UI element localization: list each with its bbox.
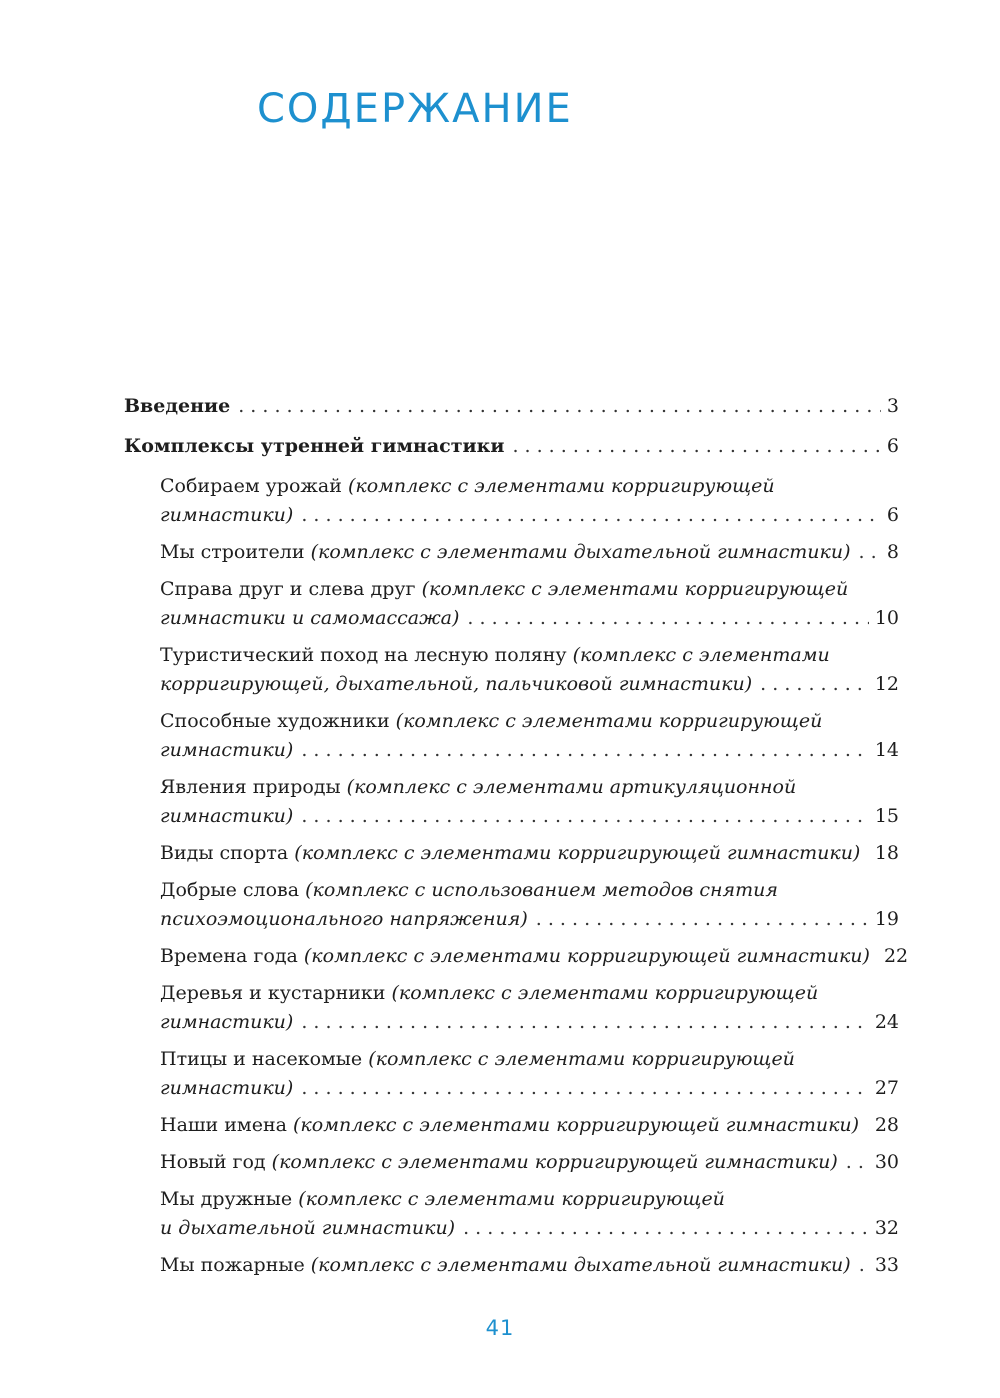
- toc-subentry[interactable]: [124, 876, 899, 934]
- toc-entry-note: (комплекс с элементами корригирующей гимнастики): [294, 842, 861, 864]
- toc-entry-title: Мы пожарные: [160, 1254, 305, 1276]
- toc-entry-note-continued: корригирующей, дыхательной, пальчиковой гимнастики): [160, 673, 753, 695]
- table-of-contents: [124, 392, 909, 1288]
- toc-entry-note-continued: гимнастики): [160, 504, 294, 526]
- toc-page-number: 32: [874, 1217, 899, 1239]
- toc-page-number: 8: [886, 541, 899, 563]
- toc-page-number: 10: [874, 607, 899, 629]
- toc-subentry[interactable]: [124, 641, 899, 699]
- toc-page-number: 6: [886, 504, 899, 526]
- toc-entry-note: (комплекс с элементами корригирующей гимнастики): [303, 945, 870, 967]
- toc-page-number: 14: [874, 739, 899, 761]
- toc-entry-title: Времена года: [160, 945, 298, 967]
- toc-entry-title: Туристический поход на лесную поляну: [160, 644, 567, 666]
- toc-entry-title: Способные художники: [160, 710, 390, 732]
- toc-entry-note: (комплекс с элементами артикуляционной: [346, 776, 797, 798]
- toc-entry-note-continued: гимнастики и самомассажа): [160, 607, 460, 629]
- toc-entry-note: (комплекс с элементами: [572, 644, 830, 666]
- toc-entry-note-continued: психоэмоционального напряжения): [160, 908, 528, 930]
- toc-subentry[interactable]: [124, 538, 899, 567]
- toc-entry-title: Деревья и кустарники: [160, 982, 386, 1004]
- dot-leader: [536, 905, 869, 934]
- toc-subentry[interactable]: [124, 575, 899, 633]
- toc-entry-title: Новый год: [160, 1151, 266, 1173]
- toc-entry-title: Птицы и насекомые: [160, 1048, 363, 1070]
- toc-entry-note-continued: гимнастики): [160, 1011, 294, 1033]
- toc-subentry[interactable]: [124, 1111, 899, 1140]
- toc-entry-title: Наши имена: [160, 1114, 287, 1136]
- toc-entry-note-continued: гимнастики): [160, 1077, 294, 1099]
- dot-leader: [760, 670, 869, 699]
- toc-entry-note: (комплекс с элементами корригирующей: [391, 982, 819, 1004]
- toc-entry-introduction[interactable]: [124, 392, 899, 421]
- toc-subentry[interactable]: [124, 979, 899, 1037]
- dot-leader: [301, 1008, 868, 1037]
- toc-page-number: 15: [874, 805, 899, 827]
- dot-leader: [867, 1111, 869, 1140]
- dot-leader: [301, 802, 868, 831]
- toc-page-number: 33: [874, 1254, 899, 1276]
- toc-entry-note: (комплекс с элементами корригирующей гимнастики): [271, 1151, 838, 1173]
- toc-entry-title: Виды спорта: [160, 842, 289, 864]
- dot-leader: [846, 1148, 869, 1177]
- toc-entry-morning-gymnastics[interactable]: [124, 432, 899, 461]
- toc-entry-title: Введение: [124, 395, 231, 417]
- toc-page-number: 30: [874, 1151, 899, 1173]
- toc-entry-note: (комплекс с элементами корригирующей: [395, 710, 823, 732]
- toc-entry-note-continued: гимнастики): [160, 805, 294, 827]
- toc-entry-title: Собираем урожай: [160, 475, 342, 497]
- toc-subentry[interactable]: [124, 1185, 899, 1243]
- toc-entry-note-continued: гимнастики): [160, 739, 294, 761]
- toc-entry-note: (комплекс с элементами корригирующей: [298, 1188, 725, 1210]
- dot-leader: [859, 1251, 869, 1280]
- toc-entry-title: Справа друг и слева друг: [160, 578, 416, 600]
- toc-page-number: 24: [874, 1011, 899, 1033]
- toc-subentry[interactable]: [124, 1251, 899, 1280]
- dot-leader: [512, 432, 880, 461]
- dot-leader: [238, 392, 881, 421]
- toc-subentry[interactable]: [124, 839, 899, 868]
- toc-entry-note: (комплекс с элементами дыхательной гимнастики): [310, 1254, 851, 1276]
- toc-page-number: 18: [874, 842, 899, 864]
- toc-subentry[interactable]: [124, 773, 899, 831]
- toc-page-number: 3: [886, 395, 899, 417]
- toc-page-number: 27: [874, 1077, 899, 1099]
- toc-entry-title: Добрые слова: [160, 879, 300, 901]
- dot-leader: [859, 538, 881, 567]
- toc-subentry[interactable]: [124, 1148, 899, 1177]
- toc-entry-title: Явления природы: [160, 776, 341, 798]
- toc-page-number: 6: [886, 435, 899, 457]
- dot-leader: [301, 501, 881, 530]
- page-number: 41: [485, 1316, 515, 1340]
- page-title: СОДЕРЖАНИЕ: [257, 86, 573, 132]
- dot-leader: [467, 604, 868, 633]
- dot-leader: [463, 1214, 869, 1243]
- toc-entry-note: (комплекс с элементами дыхательной гимнастики): [310, 541, 851, 563]
- toc-page-number: 22: [883, 945, 909, 967]
- dot-leader: [301, 1074, 868, 1103]
- toc-entry-note: (комплекс с использованием методов снятия: [305, 879, 778, 901]
- toc-entry-title: Мы дружные: [160, 1188, 293, 1210]
- toc-subentry[interactable]: [124, 472, 899, 530]
- toc-page-number: 12: [874, 673, 899, 695]
- toc-page-number: 19: [874, 908, 899, 930]
- dot-leader: [301, 736, 868, 765]
- toc-entry-note: (комплекс с элементами корригирующей: [421, 578, 849, 600]
- toc-entry-note: (комплекс с элементами корригирующей: [368, 1048, 795, 1070]
- toc-entry-title: Мы строители: [160, 541, 305, 563]
- toc-page-number: 28: [874, 1114, 899, 1136]
- toc-entry-title: Комплексы утренней гимнастики: [124, 435, 505, 457]
- toc-entry-note: (комплекс с элементами корригирующей: [347, 475, 775, 497]
- toc-subentry[interactable]: [124, 707, 899, 765]
- toc-entry-note-continued: и дыхательной гимнастики): [160, 1217, 456, 1239]
- toc-subentry[interactable]: [124, 1045, 899, 1103]
- toc-subentry[interactable]: [124, 942, 909, 971]
- toc-entry-note: (комплекс с элементами корригирующей гимнастики): [293, 1114, 860, 1136]
